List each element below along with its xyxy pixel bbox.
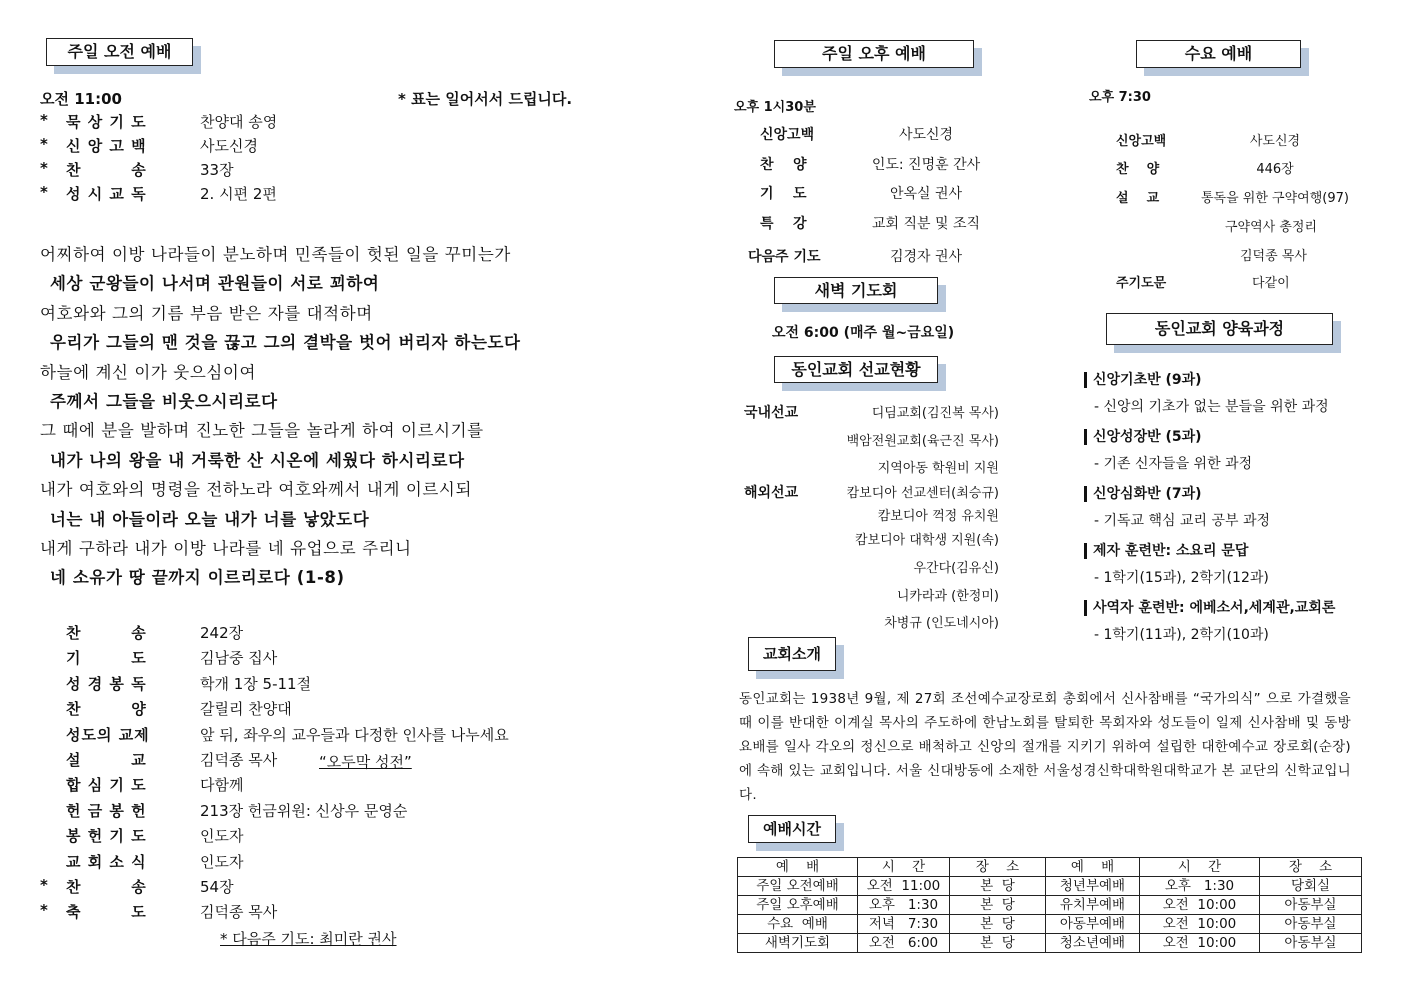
order-label: 성 경 봉 독 (66, 674, 147, 693)
dawn-prayer-title: 새벽 기도회 (774, 277, 938, 304)
overseas-mission-label: 해외선교 (744, 485, 799, 501)
order-star: * (40, 901, 48, 920)
schedule-cell: 유치부예배 (1046, 896, 1140, 915)
wednesday-value: 446장 (1256, 162, 1294, 177)
order-star: * (40, 183, 48, 201)
psalm-line: 여호와와 그의 기름 부음 받은 자를 대적하며 (40, 303, 373, 323)
overseas-mission-item: 차병규 (인도네시아) (884, 616, 999, 631)
psalm-line: 내게 구하라 내가 이방 나라를 네 유업으로 주리니 (40, 539, 412, 558)
schedule-cell: 오후 1:30 (1140, 877, 1260, 896)
psalm-line: 주께서 그들을 비웃으시리로다 (50, 392, 278, 411)
afternoon-label: 다음주 기도 (748, 249, 821, 265)
order-value: 찬양대 송영 (200, 113, 278, 131)
schedule-cell: 오전 10:00 (1140, 896, 1260, 915)
course-name: 신앙성장반 (5과) (1084, 429, 1202, 445)
psalm-line: 우리가 그들의 맨 것을 끊고 그의 결박을 벗어 버리자 하는도다 (50, 333, 521, 353)
course-name: 신앙심화반 (7과) (1084, 486, 1202, 502)
psalm-line: 내가 나의 왕을 내 거룩한 산 시온에 세웠다 하시리로다 (50, 450, 465, 470)
order-value: 사도신경 (200, 137, 258, 155)
wednesday-value: 통독을 위한 구약여행(97) (1201, 191, 1349, 206)
order-label: 찬 양 (66, 700, 147, 719)
order-label: 설 교 (66, 751, 147, 769)
course-desc: - 기존 신자들을 위한 과정 (1094, 456, 1253, 472)
schedule-cell: 본 당 (950, 934, 1046, 953)
psalm-line: 그 때에 분을 발하며 진노한 그들을 놀라게 하여 이르시기를 (40, 421, 484, 441)
morning-service-title: 주일 오전 예배 (46, 38, 193, 66)
order-label: 성도의 교제 (66, 725, 150, 744)
schedule-row (738, 915, 1362, 934)
schedule-cell: 당회실 (1260, 877, 1362, 896)
wednesday-service-title: 수요 예배 (1136, 40, 1301, 68)
schedule-cell: 오전 10:00 (1140, 915, 1260, 934)
church-intro-text: 동인교회는 1938년 9월, 제 27회 조선예수교장로회 총회에서 신사참배를 “국가의식” 으로 가결했을 때 이를 반대한 이계실 목사의 주도하에 한남노회를 탈퇴한 목회자와 성도들이 일제 신사참배 및 동방요배를 일사 각오의 정신으로 배척하고 신앙의 절개를 지키기 위하여 설립한 대한예수교 장로회(순장)에 속해 있는 교회입니다. 서울 신대방동에 소재한 서울성경신학대학원대학교가 본 교단의 신학교입니다. (739, 691, 1351, 803)
overseas-mission-item: 캄보디아 선교센터(최승규) (846, 486, 999, 501)
schedule-cell: 오전 6:00 (858, 934, 950, 953)
course-name: 제자 훈련반: 소요리 문답 (1084, 543, 1248, 559)
schedule-header-cell: 시 간 (1140, 858, 1260, 877)
order-value: 인도자 (200, 827, 244, 846)
domestic-mission-item: 백암전원교회(육근진 목사) (846, 434, 999, 449)
order-label: 찬 송 (66, 624, 147, 642)
mission-title: 동인교회 선교현황 (774, 356, 938, 383)
course-name: 신앙기초반 (9과) (1084, 372, 1202, 388)
schedule-cell: 본 당 (950, 877, 1046, 896)
schedule-row (738, 934, 1362, 953)
psalm-line: 너는 내 아들이라 오늘 내가 너를 낳았도다 (50, 509, 370, 529)
order-label: 묵 상 기 도 (66, 113, 147, 131)
order-value: 213장 헌금위원: 신상우 문영순 (200, 801, 408, 820)
course-name: 사역자 훈련반: 에베소서,세계관,교회론 (1084, 600, 1335, 616)
order-value: 김덕종 목사 (200, 751, 278, 769)
church-intro-title: 교회소개 (748, 637, 836, 671)
order-label: 교 회 소 식 (66, 852, 147, 871)
order-label: 찬 송 (66, 878, 147, 896)
course-desc: - 신앙의 기초가 없는 분들을 위한 과정 (1094, 399, 1329, 415)
order-value: 242장 (200, 624, 244, 642)
schedule-cell: 아동부실 (1260, 915, 1362, 934)
wednesday-preacher: 김덕종 목사 (1240, 249, 1307, 264)
afternoon-label: 신앙고백 (760, 127, 815, 143)
dawn-prayer-time: 오전 6:00 (매주 월~금요일) (772, 325, 955, 341)
order-value: 김남중 집사 (200, 649, 278, 668)
order-star: * (40, 111, 48, 129)
schedule-cell: 오전 10:00 (1140, 934, 1260, 953)
order-star: * (40, 135, 48, 153)
wednesday-time: 오후 7:30 (1089, 90, 1151, 105)
standing-note: * 표는 일어서서 드립니다. (398, 90, 573, 108)
psalm-line: 세상 군왕들이 나서며 관원들이 서로 꾀하여 (50, 274, 380, 294)
afternoon-label: 기 도 (760, 186, 807, 202)
schedule-title: 예배시간 (748, 815, 836, 843)
afternoon-time: 오후 1시30분 (734, 100, 816, 115)
schedule-cell: 청년부예배 (1046, 877, 1140, 896)
schedule-cell: 청소년예배 (1046, 934, 1140, 953)
next-week-prayer: * 다음주 기도: 최미란 권사 (220, 930, 397, 948)
psalm-line: 네 소유가 땅 끝까지 이르리로다 (1-8) (50, 568, 345, 588)
order-value: 2. 시편 2편 (200, 185, 277, 203)
schedule-cell: 아동부예배 (1046, 915, 1140, 934)
domestic-mission-item: 지역아동 학원비 지원 (877, 461, 999, 476)
schedule-header-cell: 예 배 (738, 858, 858, 877)
course-desc: - 1학기(11과), 2학기(10과) (1094, 627, 1269, 643)
afternoon-label: 찬 양 (760, 157, 807, 173)
overseas-mission-item: 캄보디아 꺽정 유치원 (877, 509, 999, 524)
order-value: 인도자 (200, 852, 244, 871)
order-label: 축 도 (66, 903, 147, 922)
overseas-mission-item: 니카라과 (한정미) (896, 589, 999, 604)
sermon-title: “오두막 성전” (319, 753, 412, 771)
domestic-mission-item: 디딤교회(김진복 목사) (871, 406, 999, 421)
order-label: 찬 송 (66, 161, 147, 179)
order-label: 헌 금 봉 헌 (66, 801, 147, 820)
schedule-cell: 아동부실 (1260, 896, 1362, 915)
order-value: 갈릴리 찬양대 (200, 700, 292, 719)
wednesday-label: 설 교 (1116, 191, 1160, 206)
training-title: 동인교회 양육과정 (1106, 313, 1333, 345)
afternoon-value: 안옥실 권사 (889, 186, 963, 202)
course-desc: - 기독교 핵심 교리 공부 과정 (1094, 513, 1271, 529)
domestic-mission-label: 국내선교 (744, 405, 799, 421)
worship-schedule-table (737, 857, 1362, 953)
psalm-line: 어찌하여 이방 나라들이 분노하며 민족들이 헛된 일을 꾸미는가 (40, 245, 511, 264)
overseas-mission-item: 우간다(김유신) (913, 561, 999, 576)
schedule-cell: 본 당 (950, 915, 1046, 934)
schedule-row (738, 877, 1362, 896)
order-value: 54장 (200, 878, 234, 896)
schedule-header-cell: 시 간 (858, 858, 950, 877)
order-star: * (40, 159, 48, 177)
afternoon-value: 인도: 진명훈 간사 (871, 157, 981, 173)
schedule-row (738, 896, 1362, 915)
schedule-cell: 아동부실 (1260, 934, 1362, 953)
order-label: 신 앙 고 백 (66, 137, 147, 155)
afternoon-value: 교회 직분 및 조직 (871, 216, 981, 232)
order-value: 앞 뒤, 좌우의 교우들과 다정한 인사를 나누세요 (200, 725, 509, 744)
afternoon-value: 김경자 권사 (889, 249, 963, 265)
schedule-cell: 수요 예배 (738, 915, 858, 934)
order-label: 봉 헌 기 도 (66, 827, 147, 846)
afternoon-value: 사도신경 (898, 127, 954, 143)
schedule-cell: 오후 1:30 (858, 896, 950, 915)
order-star: * (40, 876, 48, 894)
schedule-cell: 저녁 7:30 (858, 915, 950, 934)
psalm-line: 하늘에 계신 이가 웃으심이여 (40, 362, 257, 382)
morning-service-time: 오전 11:00 (40, 90, 122, 108)
wednesday-label: 신앙고백 (1116, 134, 1167, 149)
schedule-cell: 본 당 (950, 896, 1046, 915)
schedule-cell: 주일 오후예배 (738, 896, 858, 915)
schedule-header-cell: 장 소 (1260, 858, 1362, 877)
order-label: 합 심 기 도 (66, 776, 147, 795)
schedule-header-cell: 장 소 (950, 858, 1046, 877)
schedule-cell: 오전 11:00 (858, 877, 950, 896)
afternoon-label: 특 강 (760, 216, 807, 232)
order-value: 학개 1장 5-11절 (200, 674, 312, 693)
order-label: 기 도 (66, 649, 147, 668)
wednesday-label: 찬 양 (1116, 162, 1160, 177)
wednesday-closing-label: 주기도문 (1116, 276, 1167, 291)
afternoon-service-title: 주일 오후 예배 (774, 40, 974, 68)
overseas-mission-item: 캄보디아 대학생 지원(속) (855, 533, 999, 548)
psalm-line: 내가 여호와의 명령을 전하노라 여호와께서 내게 이르시되 (40, 480, 473, 500)
wednesday-value: 사도신경 (1249, 134, 1301, 149)
order-value: 33장 (200, 161, 234, 179)
order-value: 다함께 (200, 776, 244, 795)
wednesday-sermon-sub: 구약역사 총정리 (1225, 220, 1318, 235)
schedule-header-row (738, 858, 1362, 877)
course-desc: - 1학기(15과), 2학기(12과) (1094, 570, 1269, 586)
wednesday-closing-value: 다같이 (1252, 276, 1290, 291)
schedule-cell: 새벽기도회 (738, 934, 858, 953)
order-label: 성 시 교 독 (66, 185, 147, 203)
order-value: 김덕종 목사 (200, 903, 278, 922)
schedule-cell: 주일 오전예배 (738, 877, 858, 896)
schedule-header-cell: 예 배 (1046, 858, 1140, 877)
